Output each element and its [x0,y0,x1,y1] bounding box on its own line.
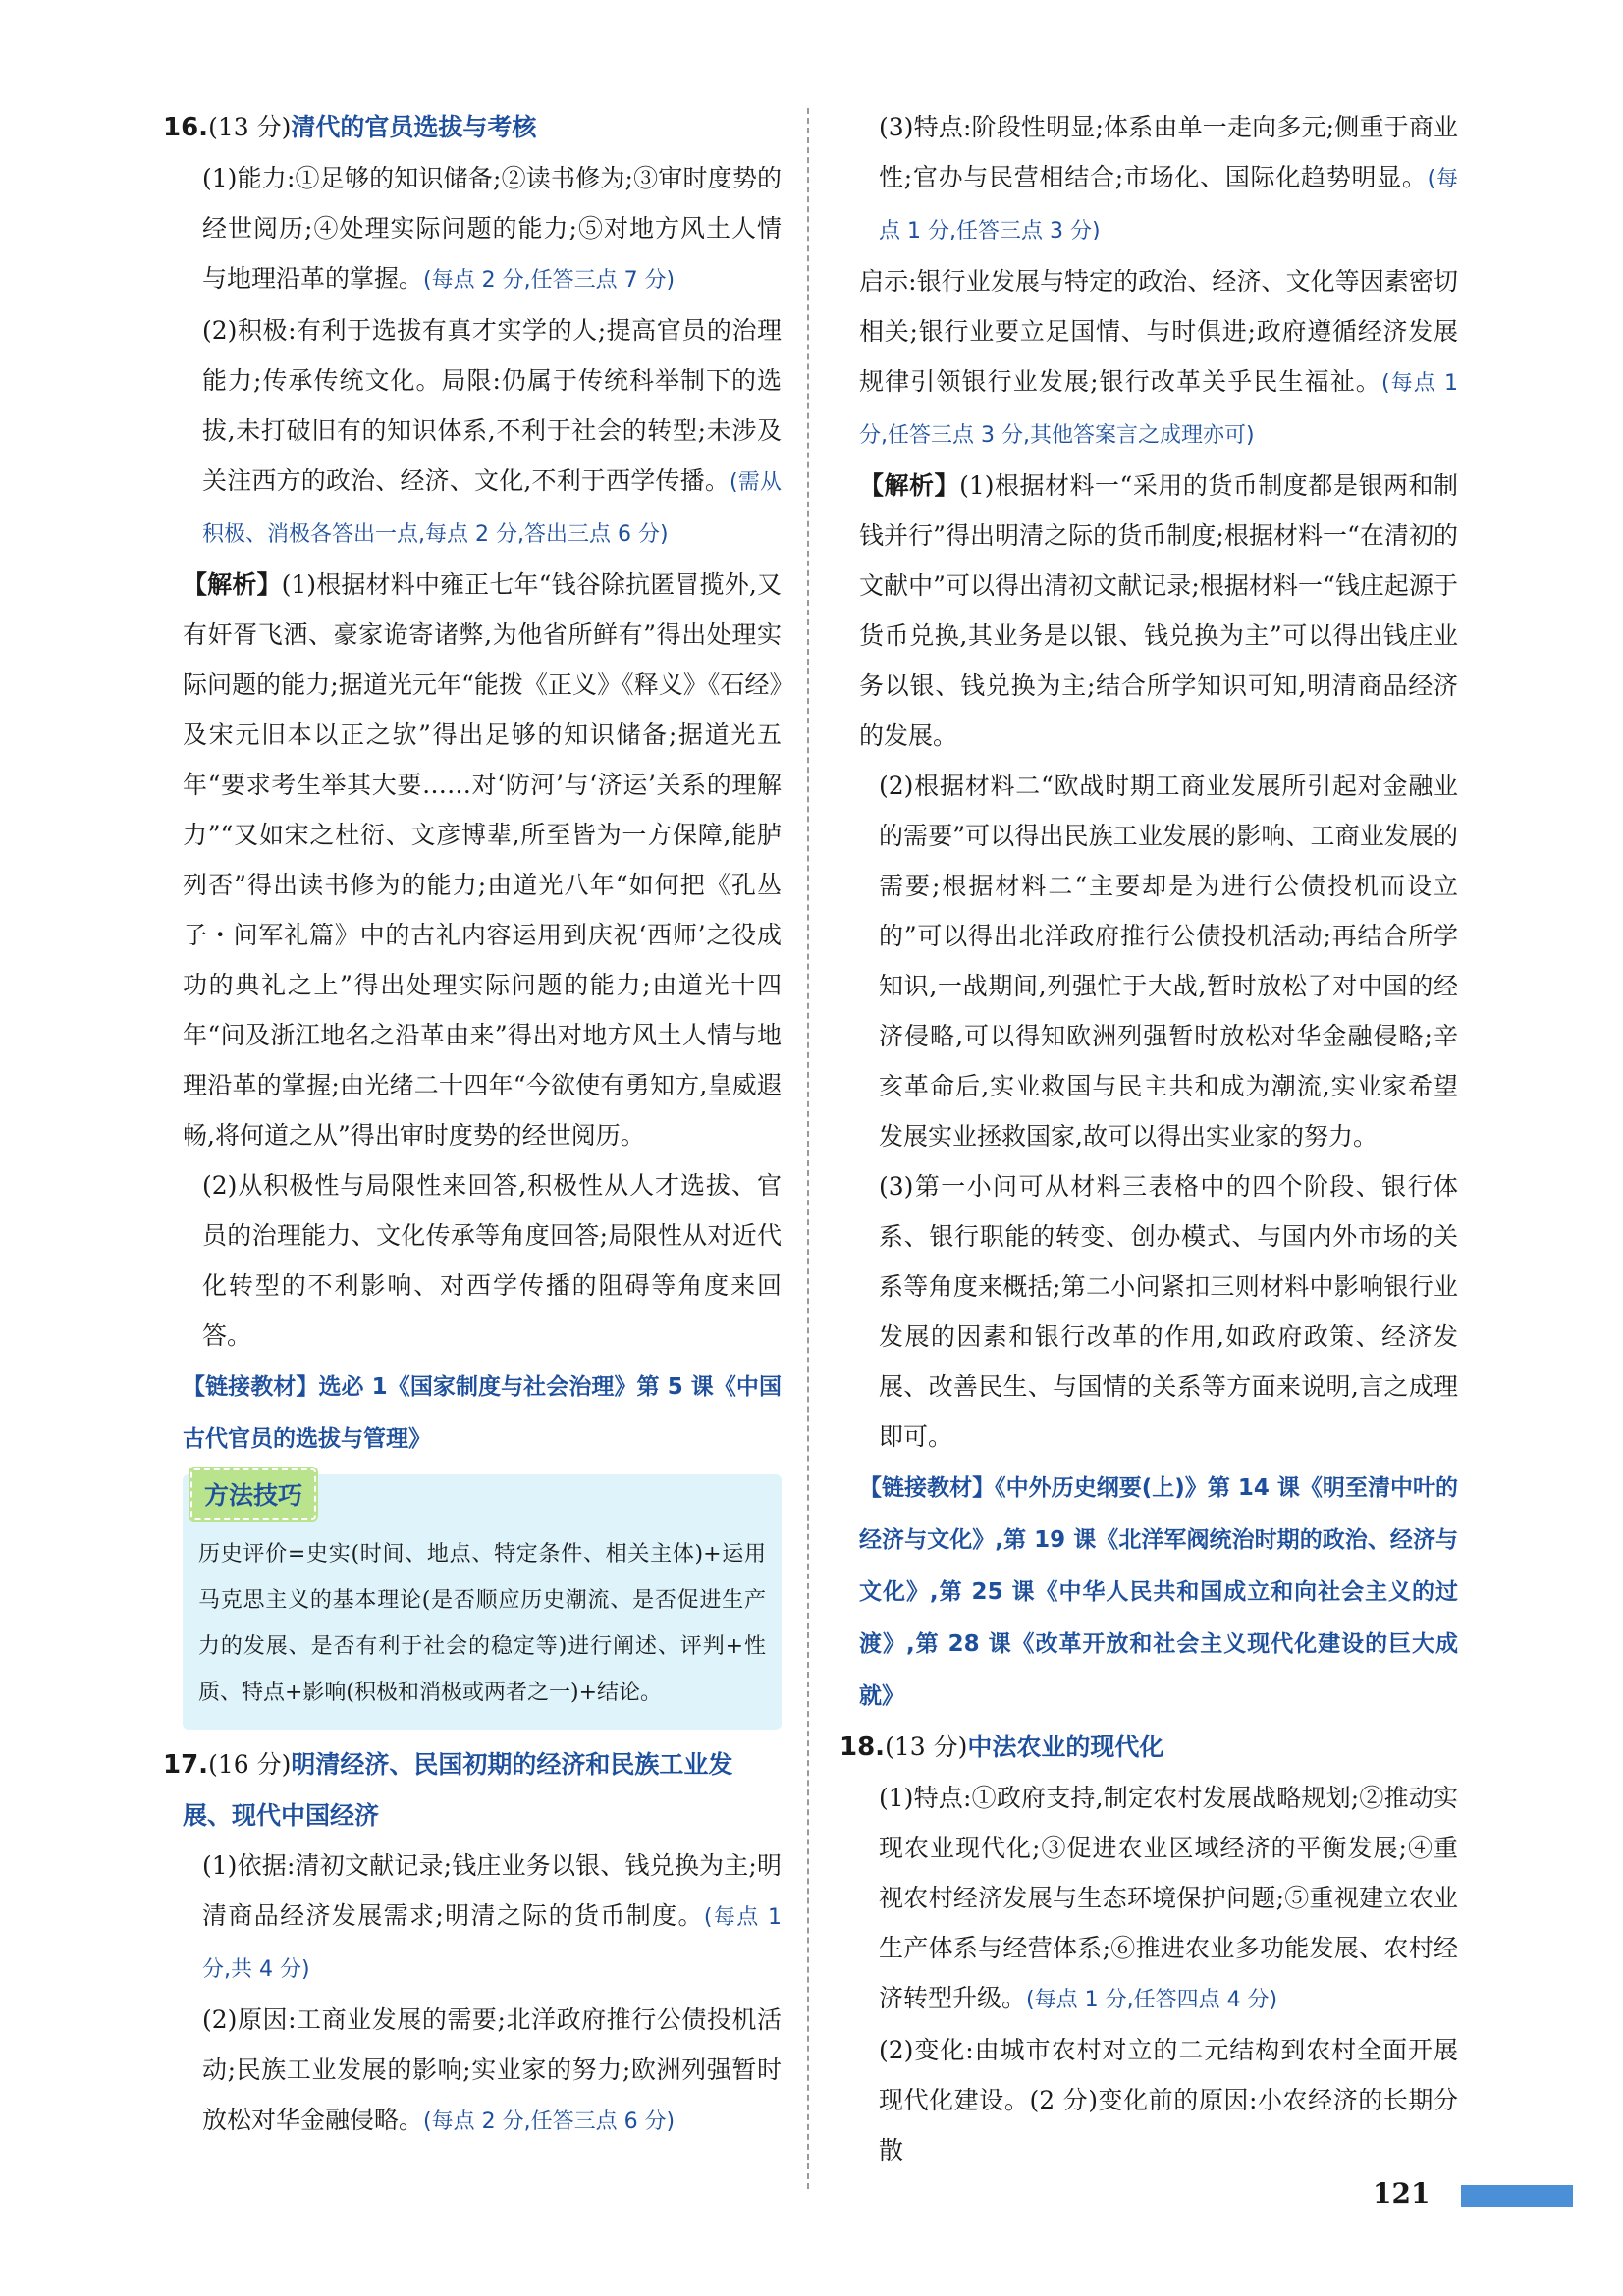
q16-analysis-2: (2)从积极性与局限性来回答,积极性从人才选拔、官员的治理能力、文化传承等角度回答;局限性从对近代化转型的不利影响、对西学传播的阻碍等角度来回答。 [202,1171,782,1350]
q18-title: 中法农业的现代化 [967,1733,1164,1761]
q18-number: 18. [839,1733,886,1762]
method-tips-text: 历史评价=史实(时间、地点、特定条件、相关主体)+运用马克思主义的基本理论(是否顺应历史潮流、是否促进生产力的发展、是否有利于社会的稳定等)进行阐述、评判+性质、特点+影响(积极和消极或两者之一)+结论。 [198,1542,766,1705]
q18-answer-2: (2)变化:由城市农村对立的二元结构到农村全面开展现代化建设。(2 分)变化前的原因:小农经济的长期分散 [879,2036,1458,2164]
method-tips-box [183,1474,782,1730]
column-divider [807,108,809,2189]
q18-heading [839,1722,1458,1773]
q17-answer-1-note: (每点 1 分,共 4 分) [202,1905,782,1982]
q17-number: 17. [163,1750,209,1780]
q17-textbook-link [859,1462,1458,1722]
q16-number: 16. [163,113,209,142]
q17-answer-2: (2)原因:工商业发展的需要;北洋政府推行公债投机活动;民族工业发展的影响;实业家的努力;欧洲列强暂时放松对华金融侵略。(每点 2 分,任答三点 6 分) [202,2005,782,2134]
q16-link-text: 选必 1《国家制度与社会治理》第 5 课《中国古代官员的选拔与管理》 [183,1374,782,1452]
q16-answer-2-note: (需从积极、消极各答出一点,每点 2 分,答出三点 6 分) [202,470,782,547]
q17-heading [163,1739,782,1841]
q16-answer-1-note: (每点 2 分,任答三点 7 分) [423,268,676,293]
q18-score: (13 分) [885,1733,968,1761]
q17-link-text: 《中外历史纲要(上)》第 14 课《明至清中叶的经济与文化》,第 19 课《北洋军阀统治时期的政治、经济与文化》,第 25 课《中华人民共和国成立和向社会主义的过渡》,第 28 课《改革开放和社会主义现代化建设的巨大成就》 [859,1475,1459,1709]
q17-answer-1: (1)依据:清初文献记录;钱庄业务以银、钱兑换为主;明清商品经济发展需求;明清之际的货币制度。(每点 1 分,共 4 分) [202,1851,782,1982]
q16-answer-1: (1)能力:①足够的知识储备;②读书修为;③审时度势的经世阅历;④处理实际问题的能力;⑤对地方风土人情与地理沿革的掌握。(每点 2 分,任答三点 7 分) [202,164,782,293]
q17-analysis-3: (3)第一小问可从材料三表格中的四个阶段、银行体系、银行职能的转变、创办模式、与国内外市场的关系等角度来概括;第二小问紧扣三则材料中影响银行业发展的因素和银行改革的作用,如政府政策、经济发展、改善民生、与国情的关系等方面来说明,言之成理即可。 [879,1172,1458,1451]
q17-answer-4: 启示:银行业发展与特定的政治、经济、文化等因素密切相关;银行业要立足国情、与时俱进;政府遵循经济发展规律引领银行业发展;银行改革关乎民生福祉。(每点 1 分,任答三点 3 分,其他答案言之成理亦可) [859,267,1458,448]
q17-title: 明清经济、民国初期的经济和民族工业发展、现代中国经济 [183,1750,733,1830]
page-number-bar [1461,2185,1573,2207]
q17-score: (16 分) [208,1750,292,1779]
q16-link-label: 【链接教材】 [183,1374,319,1400]
q17-answer-3-note: (每点 1 分,任答三点 3 分) [879,167,1458,243]
q18-answer-1: (1)特点:①政府支持,制定农村发展战略规划;②推动实现农业现代化;③促进农业区域经济的平衡发展;④重视农村经济发展与生态环境保护问题;⑤重视建立农业生产体系与经营体系;⑥推进农业多功能发展、农村经济转型升级。(每点 1 分,任答四点 4 分) [879,1784,1458,2012]
q17-answer-2-note: (每点 2 分,任答三点 6 分) [423,2109,676,2134]
q16-score: (13 分) [208,113,292,141]
q18-answer-1-note: (每点 1 分,任答四点 4 分) [1026,1988,1278,2012]
page-number: 121 [1373,2177,1431,2210]
q17-analysis-label: 【解析】 [859,471,960,500]
q16-heading [163,102,782,153]
q16-title: 清代的官员选拔与考核 [291,113,537,141]
q16-analysis-1: 【解析】(1)根据材料中雍正七年“钱谷除抗匿冒揽外,又有奸胥飞洒、豪家诡寄诸弊,为他省所鲜有”得出处理实际问题的能力;据道光元年“能拨《正义》《释义》《石经》及宋元旧本以正之欤”得出足够的知识储备;据道光五年“要求考生举其大要……对‘防河’与‘济运’关系的理解力”“又如宋之杜衍、文彦博辈,所至皆为一方保障,能胪列否”得出读书修为的能力;由道光八年“如何把《孔丛子・问军礼篇》中的古礼内容运用到庆祝‘西师’之役成功的典礼之上”得出处理实际问题的能力;由道光十四年“问及浙江地名之沿革由来”得出对地方风土人情与地理沿革的掌握;由光绪二十四年“今欲使有勇知方,皇威遐畅,将何道之从”得出审时度势的经世阅历。 [183,570,782,1149]
q17-analysis-2: (2)根据材料二“欧战时期工商业发展所引起对金融业的需要”可以得出民族工业发展的影响、工商业发展的需要;根据材料二“主要却是为进行公债投机而设立的”可以得出北洋政府推行公债投机活动;再结合所学知识,一战期间,列强忙于大战,暂时放松了对中国的经济侵略,可以得知欧洲列强暂时放松对华金融侵略;辛亥革命后,实业救国与民主共和成为潮流,实业家希望发展实业拯救国家,故可以得出实业家的努力。 [879,772,1458,1150]
q17-answer-3: (3)特点:阶段性明显;体系由单一走向多元;侧重于商业性;官办与民营相结合;市场化、国际化趋势明显。(每点 1 分,任答三点 3 分) [879,113,1458,243]
q16-analysis-label: 【解析】 [183,570,282,599]
q17-analysis-1: 【解析】(1)根据材料一“采用的货币制度都是银两和制钱并行”得出明清之际的货币制度;根据材料一“在清初的文献中”可以得出清初文献记录;根据材料一“钱庄起源于货币兑换,其业务是以银、钱兑换为主”可以得出钱庄业务以银、钱兑换为主;结合所学知识可知,明清商品经济的发展。 [859,471,1458,750]
method-tips-title: 方法技巧 [190,1468,316,1520]
right-column [839,102,1459,2175]
left-column [163,102,782,2147]
q17-answer-4-note: (每点 1 分,任答三点 3 分,其他答案言之成理亦可) [859,371,1458,448]
q17-link-label: 【链接教材】 [859,1475,996,1501]
q16-answer-2: (2)积极:有利于选拔有真才实学的人;提高官员的治理能力;传承传统文化。局限:仍属于传统科举制下的选拔,未打破旧有的知识体系,不利于社会的转型;未涉及关注西方的政治、经济、文化,不利于西学传播。(需从积极、消极各答出一点,每点 2 分,答出三点 6 分) [202,316,782,547]
q16-textbook-link [183,1361,782,1465]
